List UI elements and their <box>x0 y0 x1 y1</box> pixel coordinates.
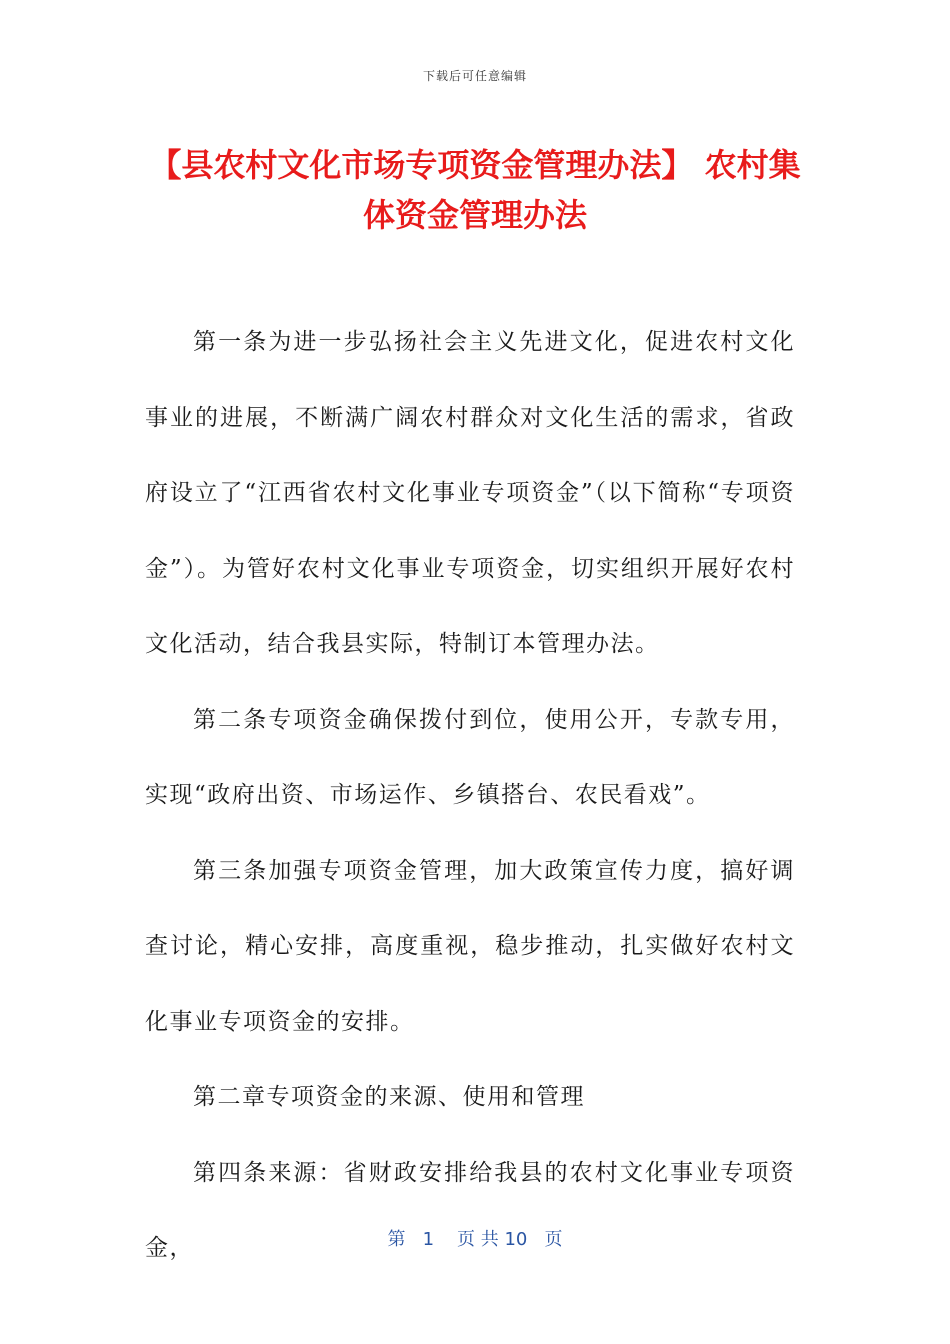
page-total: 10 <box>504 1229 528 1250</box>
paragraph-article-2: 第二条专项资金确保拨付到位，使用公开，专款专用，实现“政府出资、市场运作、乡镇搭台、农民看戏”。 <box>145 706 795 808</box>
header-note: 下载后可任意编辑 <box>422 69 527 83</box>
paragraph-article-4: 第四条来源：省财政安排给我县的农村文化事业专项资金， <box>145 1159 795 1261</box>
footer-suffix: 页 <box>544 1229 563 1250</box>
footer-prefix: 第 <box>387 1229 406 1250</box>
document-title: 【县农村文化市场专项资金管理办法】 农村集体资金管理办法 <box>149 146 801 234</box>
footer-middle: 页 共 <box>456 1229 499 1250</box>
document-body <box>145 305 795 1287</box>
chapter-heading: 第二章专项资金的来源、使用和管理 <box>193 1084 585 1110</box>
paragraph-article-1: 第一条为进一步弘扬社会主义先进文化，促进农村文化事业的进展，不断满广阔农村群众对文化生活的需求，省政府设立了“江西省农村文化事业专项资金”（以下简称“专项资金”）。为管好农村文化事业专项资金，切实组织开展好农村文化活动，结合我县实际，特制订本管理办法。 <box>145 329 795 657</box>
paragraph-article-3: 第三条加强专项资金管理，加大政策宣传力度，搞好调查讨论，精心安排，高度重视，稳步推动，扎实做好农村文化事业专项资金的安排。 <box>145 857 795 1035</box>
page-footer <box>0 1225 950 1251</box>
page-number: 1 <box>422 1229 435 1250</box>
